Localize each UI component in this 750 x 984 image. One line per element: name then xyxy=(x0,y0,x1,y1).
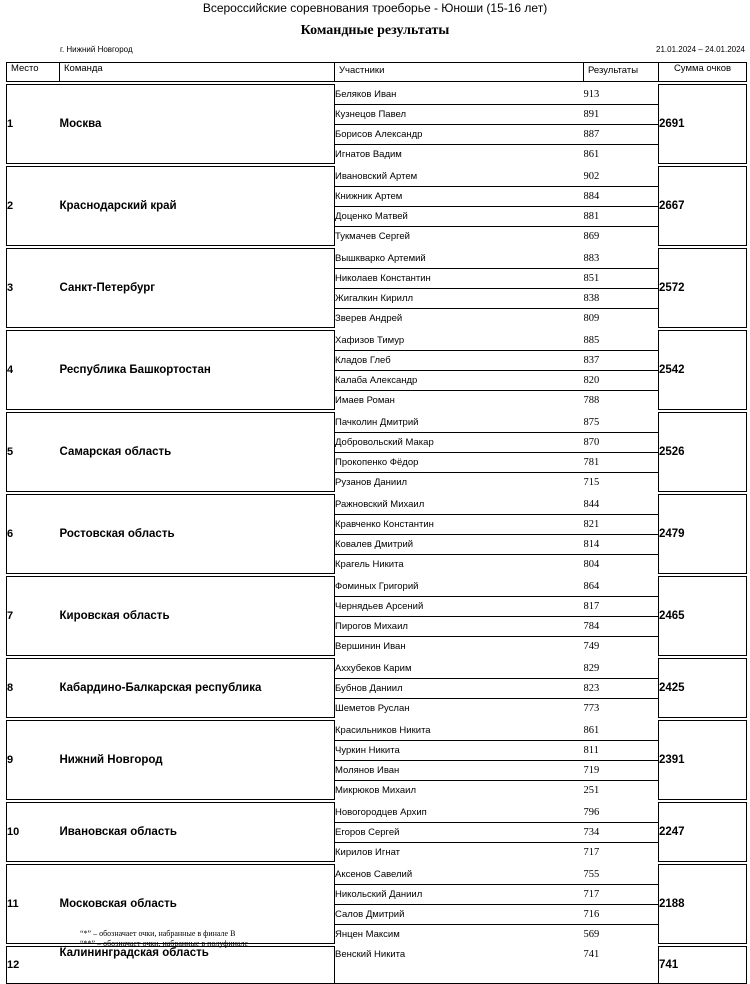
participant-result: 717 xyxy=(583,846,600,858)
participant-name: Микрюков Михаил xyxy=(335,780,584,800)
participant-name: Прокопенко Фёдор xyxy=(335,452,584,472)
competition-dates: 21.01.2024 – 24.01.2024 xyxy=(656,45,745,54)
participant-name: Салов Дмитрий xyxy=(335,904,584,924)
participant-name: Беляков Иван xyxy=(335,85,584,105)
participant-name: Кирилов Игнат xyxy=(335,842,584,862)
table-row xyxy=(7,803,747,823)
participant-result: 887 xyxy=(584,124,659,144)
team-place: 7 xyxy=(7,577,60,656)
team-sum: 2188 xyxy=(659,865,747,944)
team-place: 11 xyxy=(7,865,60,944)
participant-result: 755 xyxy=(584,865,659,885)
table-row xyxy=(7,721,747,741)
participant-result: 902 xyxy=(584,167,659,187)
participant-result: 864 xyxy=(584,577,659,597)
participant-name: Шеметов Руслан xyxy=(335,698,584,718)
participant-result: 851 xyxy=(584,268,659,288)
participant-name: Николаев Константин xyxy=(335,268,584,288)
participant-name: Тукмачев Сергей xyxy=(335,226,584,246)
participant-name: Янцен Максим xyxy=(335,924,584,944)
participant-result: 870 xyxy=(584,432,659,452)
team-name: Ивановская область xyxy=(60,803,335,862)
participant-name: Чернядьев Арсений xyxy=(335,596,584,616)
participant-name: Кравченко Константин xyxy=(335,514,584,534)
participant-name: Молянов Иван xyxy=(335,760,584,780)
team-sum: 2542 xyxy=(659,331,747,410)
participant-result: 809 xyxy=(583,312,600,324)
participant-result: 891 xyxy=(584,104,659,124)
participant-result: 796 xyxy=(584,803,659,823)
team-sum: 2667 xyxy=(659,167,747,246)
participant-result: 913 xyxy=(584,85,659,105)
team-sum: 2247 xyxy=(659,803,747,862)
team-sum: 2479 xyxy=(659,495,747,574)
participant-result: 881 xyxy=(584,206,659,226)
team-name: Санкт-Петербург xyxy=(60,249,335,328)
participant-name: Аххубеков Карим xyxy=(335,659,584,679)
column-header-team: Команда xyxy=(60,63,335,82)
participant-name: Новогородцев Архип xyxy=(335,803,584,823)
participant-result: 821 xyxy=(584,514,659,534)
table-row xyxy=(7,85,747,105)
table-row xyxy=(7,331,747,351)
participant-name: Книжник Артем xyxy=(335,186,584,206)
table-row xyxy=(7,577,747,597)
team-name: Нижний Новгород xyxy=(60,721,335,800)
column-header-place: Место xyxy=(7,63,60,82)
participant-result: 817 xyxy=(584,596,659,616)
team-place: 10 xyxy=(7,803,60,862)
team-place: 8 xyxy=(7,659,60,718)
participant-name: Бубнов Даниил xyxy=(335,678,584,698)
participant-result: 569 xyxy=(583,928,600,940)
participant-name: Венский Никита xyxy=(335,947,584,984)
participant-name: Кладов Глеб xyxy=(335,350,584,370)
table-row xyxy=(7,413,747,433)
team-name: Московская область xyxy=(60,865,335,944)
team-name: Москва xyxy=(60,85,335,164)
participant-name: Пирогов Михаил xyxy=(335,616,584,636)
competition-title: Всероссийские соревнования троеборье - Юноши (15-16 лет) xyxy=(202,1,548,15)
table-row xyxy=(7,249,747,269)
participant-name: Имаев Роман xyxy=(335,390,584,410)
participant-name: Добровольский Макар xyxy=(335,432,584,452)
team-name: Кировская область xyxy=(60,577,335,656)
column-header-results: Результаты xyxy=(584,63,659,82)
participant-name: Никольский Даниил xyxy=(335,884,584,904)
participant-name: Хафизов Тимур xyxy=(335,331,584,351)
column-header-participants: Участники xyxy=(335,63,584,82)
participant-result: 875 xyxy=(584,413,659,433)
participant-name: Ковалев Дмитрий xyxy=(335,534,584,554)
table-row xyxy=(7,495,747,515)
participant-name: Чуркин Никита xyxy=(335,740,584,760)
participant-result: 784 xyxy=(584,616,659,636)
page-title: Командные результаты xyxy=(300,23,450,38)
team-place: 2 xyxy=(7,167,60,246)
team-name: Калининградская область xyxy=(60,947,335,984)
footnotes xyxy=(80,929,248,949)
participant-name: Жигалкин Кирилл xyxy=(335,288,584,308)
team-place: 1 xyxy=(7,85,60,164)
team-place: 12 xyxy=(7,947,60,984)
participant-name: Ивановский Артем xyxy=(335,167,584,187)
participant-result: 814 xyxy=(584,534,659,554)
team-sum: 2691 xyxy=(659,85,747,164)
participant-name: Вышкварко Артемий xyxy=(335,249,584,269)
participant-name: Зверев Андрей xyxy=(335,308,584,328)
team-place: 3 xyxy=(7,249,60,328)
participant-name: Аксенов Савелий xyxy=(335,865,584,885)
team-sum: 741 xyxy=(659,947,747,984)
participant-name: Фоминых Григорий xyxy=(335,577,584,597)
team-name: Ростовская область xyxy=(60,495,335,574)
participant-result: 716 xyxy=(584,904,659,924)
team-sum: 2572 xyxy=(659,249,747,328)
participant-name: Борисов Александр xyxy=(335,124,584,144)
participant-result: 719 xyxy=(584,760,659,780)
participant-result: 741 xyxy=(584,947,659,984)
participant-name: Доценко Матвей xyxy=(335,206,584,226)
participant-result: 885 xyxy=(584,331,659,351)
participant-result: 883 xyxy=(584,249,659,269)
team-results-table xyxy=(6,62,747,984)
footnote-semifinal: “**” – обозначает очки, набранные в полуфинале xyxy=(80,939,249,948)
participant-result: 251 xyxy=(583,784,600,796)
participant-result: 861 xyxy=(584,721,659,741)
team-place: 5 xyxy=(7,413,60,492)
participant-name: Кузнецов Павел xyxy=(335,104,584,124)
team-name: Самарская область xyxy=(60,413,335,492)
table-row xyxy=(7,659,747,679)
participant-result: 749 xyxy=(583,640,600,652)
participant-result: 844 xyxy=(584,495,659,515)
participant-result: 804 xyxy=(583,558,600,570)
venue-city: г. Нижний Новгород xyxy=(60,45,133,54)
participant-result: 829 xyxy=(584,659,659,679)
participant-result: 820 xyxy=(584,370,659,390)
team-sum: 2465 xyxy=(659,577,747,656)
team-name: Кабардино-Балкарская республика xyxy=(60,659,335,718)
participant-name: Рузанов Даниил xyxy=(335,472,584,492)
participant-name: Игнатов Вадим xyxy=(335,144,584,164)
participant-result: 715 xyxy=(583,476,600,488)
table-row xyxy=(7,167,747,187)
participant-result: 838 xyxy=(584,288,659,308)
team-name: Краснодарский край xyxy=(60,167,335,246)
column-header-sum: Сумма очков xyxy=(659,63,747,82)
participant-name: Вершинин Иван xyxy=(335,636,584,656)
participant-name: Ражновский Михаил xyxy=(335,495,584,515)
table-row xyxy=(7,947,747,984)
table-row xyxy=(7,865,747,885)
team-place: 6 xyxy=(7,495,60,574)
participant-name: Егоров Сергей xyxy=(335,822,584,842)
team-sum: 2391 xyxy=(659,721,747,800)
participant-result: 717 xyxy=(584,884,659,904)
participant-result: 823 xyxy=(584,678,659,698)
participant-name: Крагель Никита xyxy=(335,554,584,574)
footnote-final-b: “*” – обозначает очки, набранные в финале В xyxy=(80,929,236,938)
participant-result: 861 xyxy=(583,148,600,160)
team-place: 4 xyxy=(7,331,60,410)
participant-result: 788 xyxy=(583,394,600,406)
table-header-row xyxy=(7,63,747,82)
participant-name: Красильников Никита xyxy=(335,721,584,741)
participant-result: 837 xyxy=(584,350,659,370)
team-name: Республика Башкортостан xyxy=(60,331,335,410)
team-place: 9 xyxy=(7,721,60,800)
participant-name: Пачколин Дмитрий xyxy=(335,413,584,433)
participant-name: Калаба Александр xyxy=(335,370,584,390)
participant-result: 773 xyxy=(583,702,600,714)
participant-result: 734 xyxy=(584,822,659,842)
participant-result: 781 xyxy=(584,452,659,472)
team-sum: 2526 xyxy=(659,413,747,492)
participant-result: 811 xyxy=(584,740,659,760)
participant-result: 869 xyxy=(583,230,600,242)
team-sum: 2425 xyxy=(659,659,747,718)
participant-result: 884 xyxy=(584,186,659,206)
